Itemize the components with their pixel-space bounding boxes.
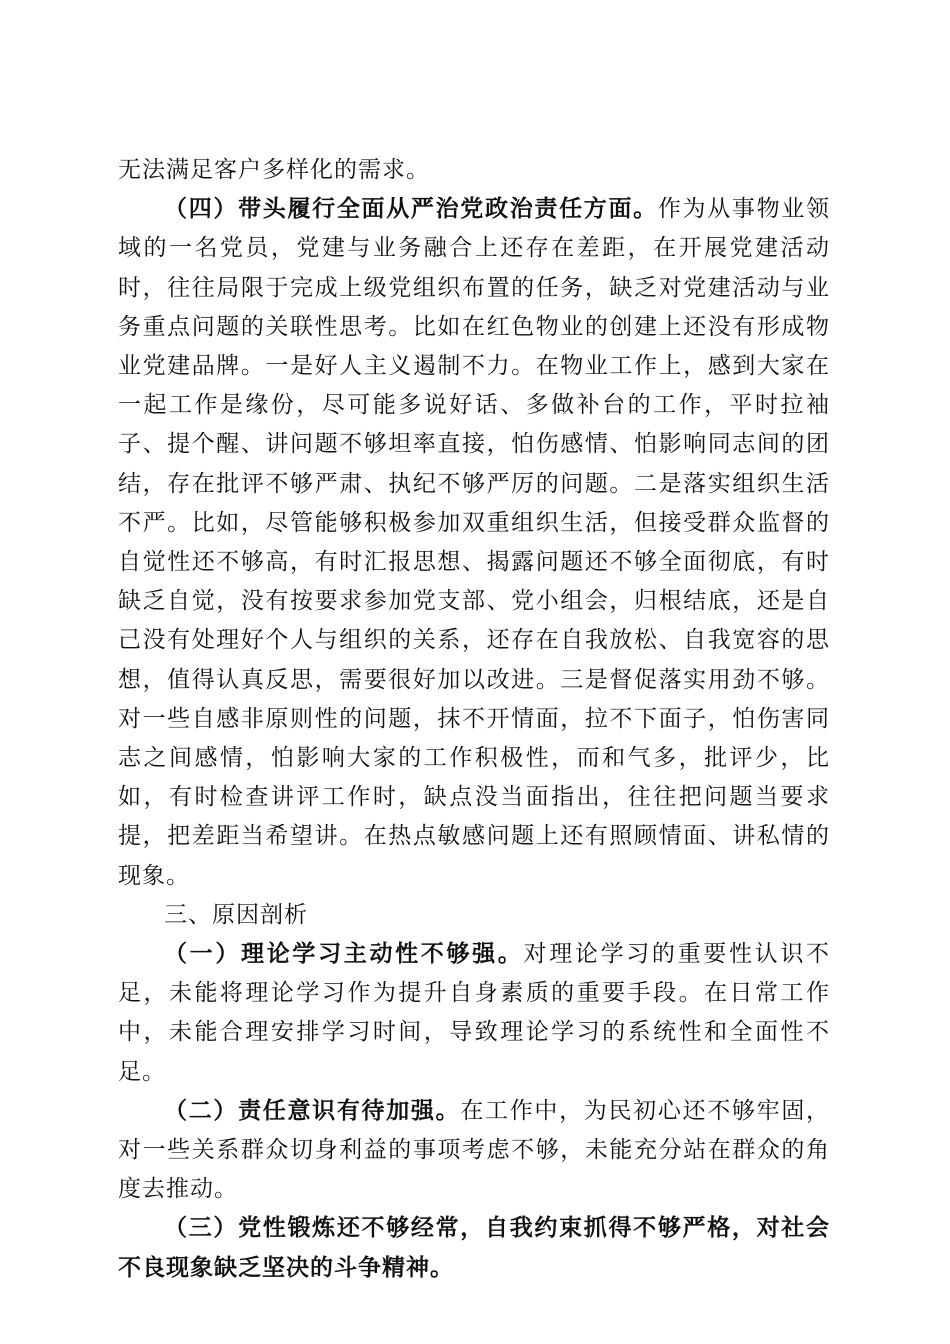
section4-body: 作为从事物业领域的一名党员，党建与业务融合上还存在差距，在开展党建活动时，往往局限于完成上级党组织布置的任务，缺乏对党建活动与业务重点问题的关联性思考。比如在红色物业的创建上还没有形成物业党建品牌。一是好人主义遏制不力。在物业工作上，感到大家在一起工作是缘份，尽可能多说好话、多做补台的工作，平时拉袖子、提个醒、讲问题不够坦率直接，怕伤感情、怕影响同志间的团结，存在批评不够严肃、执纪不够严厉的问题。二是落实组织生活不严。比如，尽管能够积极参加双重组织生活，但接受群众监督的自觉性还不够高，有时汇报思想、揭露问题还不够全面彻底，有时缺乏自觉，没有按要求参加党支部、党小组会，归根结底，还是自己没有处理好个人与组织的关系，还存在自我放松、自我宽容的思想，值得认真反思，需要很好加以改进。三是督促落实用劲不够。对一些自感非原则性的问题，抹不开情面，拉不下面子，怕伤害同志之间感情，怕影响大家的工作积极性，而和气多，批评少，比如，有时检查讲评工作时，缺点没当面指出，往往把问题当要求提，把差距当希望讲。在热点敏感问题上还有照顾情面、讲私情的现象。 — [118, 196, 831, 889]
heading-cause-analysis — [118, 896, 830, 935]
cause2-paragraph — [118, 1092, 830, 1210]
cause3-lead: （三）党性锻炼还不够经常，自我约束抓得不够严格，对社会不良现象缺乏坚决的斗争精神。 — [118, 1215, 830, 1281]
document-page — [118, 151, 830, 1288]
cause3-paragraph — [118, 1209, 830, 1287]
section4-lead: （四）带头履行全面从严治党政治责任方面。 — [164, 196, 658, 223]
cause2-lead: （二）责任意识有待加强。 — [164, 1097, 461, 1124]
cause1-body: 对理论学习的重要性认识不足，未能将理论学习作为提升自身素质的重要手段。在日常工作中，未能合理安排学习时间，导致理论学习的系统性和全面性不足。 — [118, 941, 831, 1085]
heading-cause-analysis-text: 三、原因剖析 — [164, 901, 308, 928]
continuation-text: 无法满足客户多样化的需求。 — [118, 157, 430, 183]
section4-paragraph — [118, 190, 830, 896]
cause1-lead: （一）理论学习主动性不够强。 — [164, 941, 524, 968]
cause2-body: 在工作中，为民初心还不够牢固，对一些关系群众切身利益的事项考虑不够，未能充分站在群众的角度去推动。 — [118, 1097, 831, 1203]
continuation-paragraph — [118, 151, 830, 190]
cause1-paragraph — [118, 935, 830, 1092]
